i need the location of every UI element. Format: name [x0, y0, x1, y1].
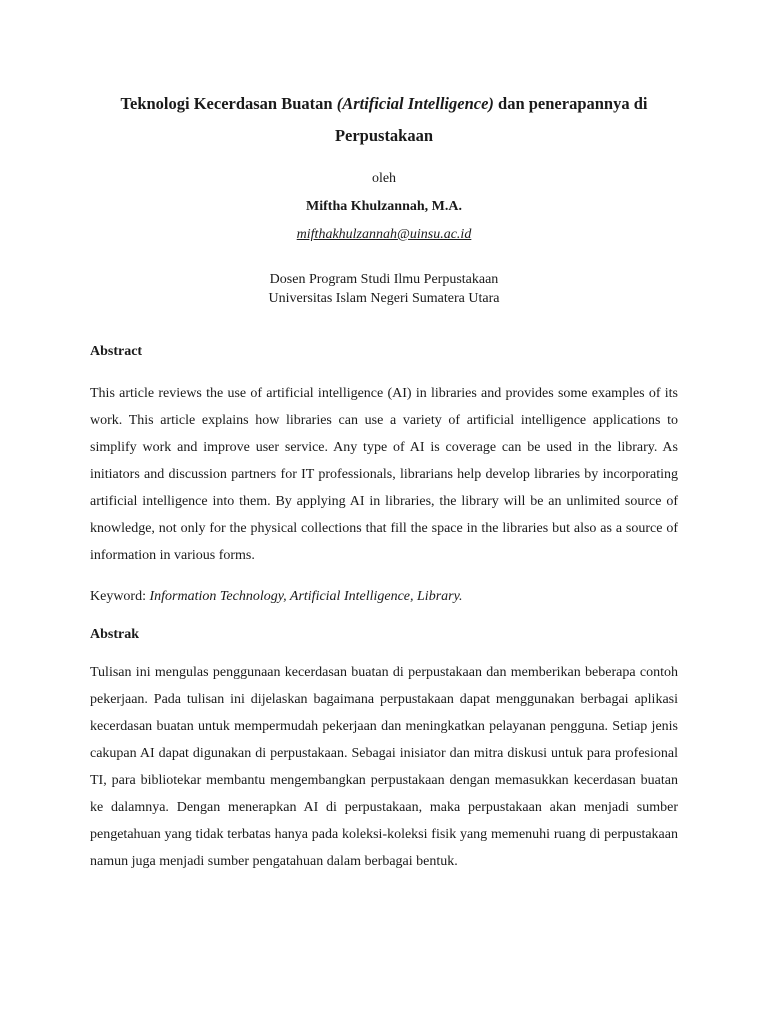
affiliation-line1: Dosen Program Studi Ilmu Perpustakaan — [269, 272, 499, 287]
author-email[interactable]: mifthakhulzannah@uinsu.ac.id — [296, 227, 472, 242]
abstrak-text: Tulisan ini mengulas penggunaan kecerdasan buatan di perpustakaan dan memberikan beberapa contoh pekerjaan. Pada tulisan ini dijelaskan bagaimana perpustakaan dapat menggunakan berbagai aplikasi kecerdasan buatan untuk mempermudah pekerjaan dan meningkatkan pelayanan pengguna. Setiap jenis cakupan AI dapat digunakan di perpustakaan. Sebagai inisiator dan mitra diskusi untuk para profesional TI, para bibliotekar membantu mengembangkan perpustakaan dengan memasukkan kecerdasan buatan ke dalamnya. Dengan menerapkan AI di perpustakaan, maka perpustakaan akan menjadi sumber pengetahuan yang tidak terbatas hanya pada koleksi-koleksi fisik yang memenuhi ruang di perpustakaan namun juga menjadi sumber pengatahuan dalam berbagai bentuk. — [90, 665, 678, 869]
author-name: Miftha Khulzannah, M.A. — [306, 199, 462, 214]
abstrak-heading: Abstrak — [90, 627, 140, 642]
affiliation — [90, 270, 678, 308]
keywords — [90, 587, 678, 607]
byline: oleh — [371, 171, 397, 186]
abstract-text: This article reviews the use of artificial intelligence (AI) in libraries and provides some examples of its work. This article explains how libraries can use a variety of artificial intelligence applications to simplify work and improve user service. Any type of AI is coverage can be used in the library. As initiators and discussion partners for IT professionals, librarians help develop libraries by incorporating artificial intelligence into them. By applying AI in libraries, the library will be an unlimited source of knowledge, not only for the physical collections that fill the space in the libraries but also as a source of information in various forms. — [90, 386, 678, 563]
paper-title — [90, 88, 678, 152]
document-page — [90, 88, 678, 875]
keywords-label: Keyword: — [90, 589, 150, 604]
abstract-heading: Abstract — [90, 344, 143, 359]
keywords-value: Information Technology, Artificial Intelligence, Library. — [149, 589, 463, 604]
affiliation-line2: Universitas Islam Negeri Sumatera Utara — [268, 291, 500, 306]
title-italic: (Artificial Intelligence) — [336, 94, 494, 113]
title-part2: dan penerapannya di Perpustakaan — [334, 94, 648, 145]
title-part1: Teknologi Kecerdasan Buatan — [120, 94, 337, 113]
